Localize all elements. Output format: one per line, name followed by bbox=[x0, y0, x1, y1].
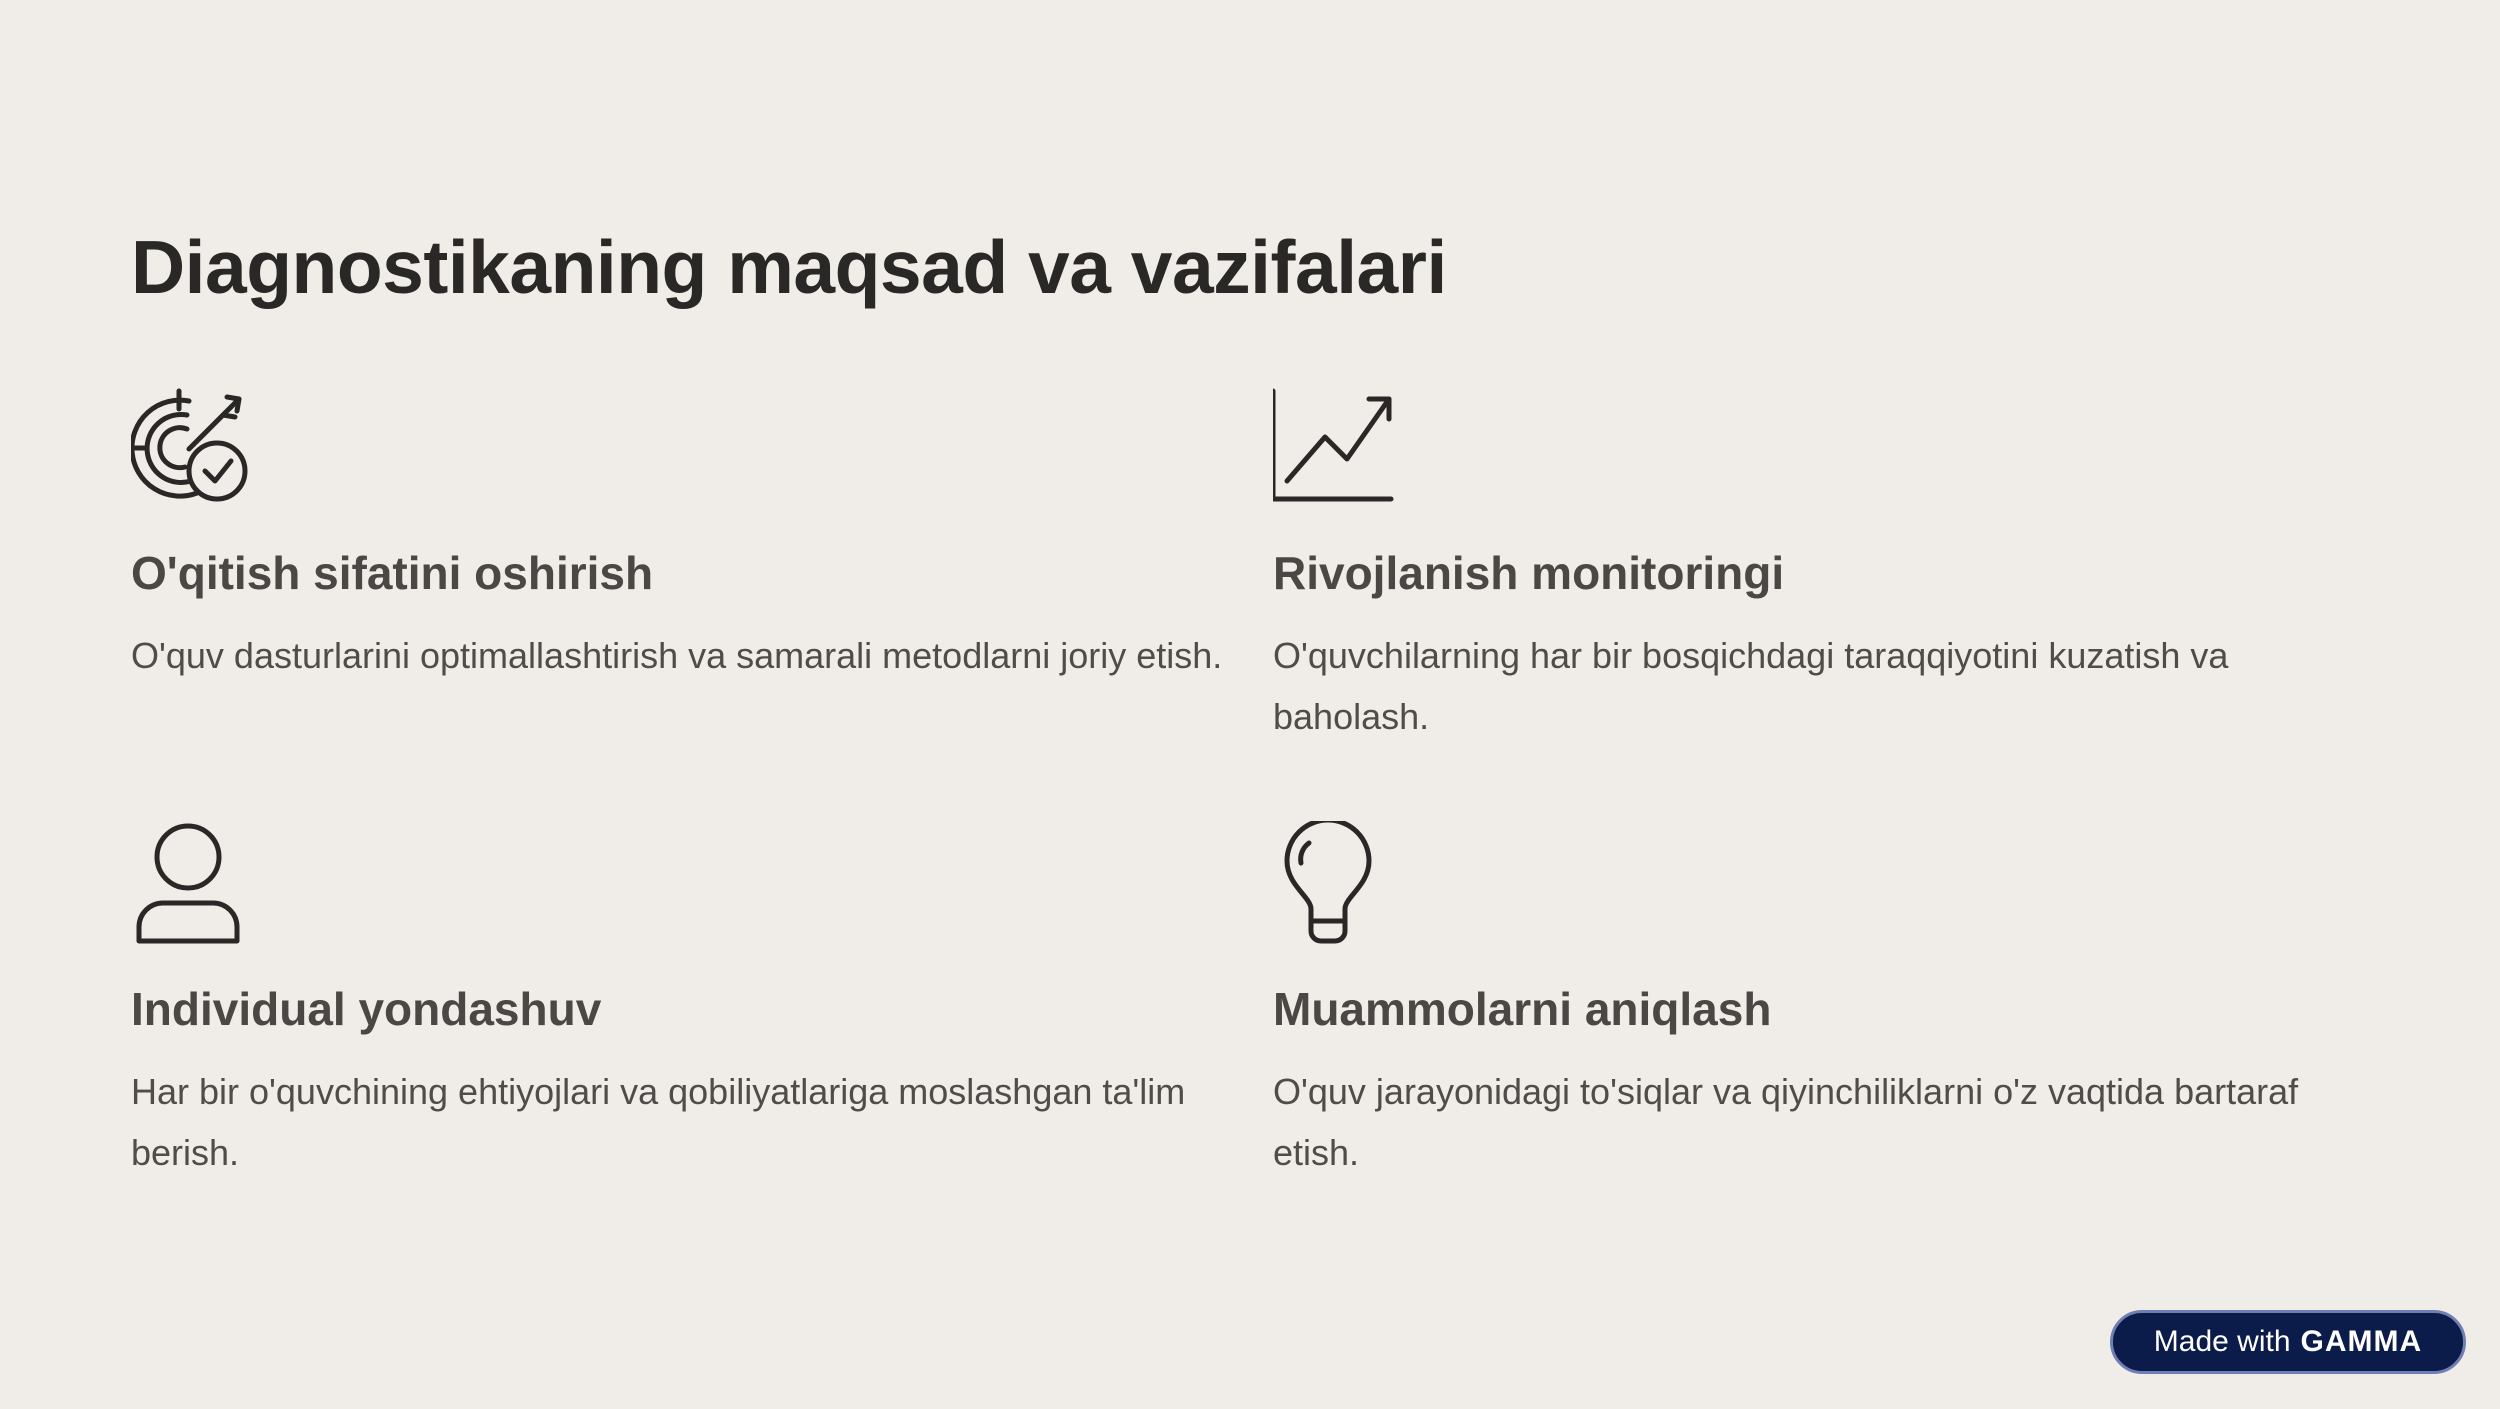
card-individual-approach bbox=[131, 821, 1241, 1173]
card-description: O'quv jarayonidagi to'siqlar va qiyinchiliklarni o'z vaqtida bartaraf etish. bbox=[1273, 1071, 2299, 1173]
card-title: Individual yondashuv bbox=[131, 983, 602, 1035]
card-description: O'quvchilarning har bir bosqichdagi taraqqiyotini kuzatish va baholash. bbox=[1273, 635, 2229, 737]
lightbulb-icon bbox=[1273, 821, 1403, 951]
card-teaching-quality bbox=[131, 385, 1241, 676]
gamma-logo: GAMMA bbox=[2300, 1325, 2423, 1358]
card-development-monitoring bbox=[1273, 385, 2383, 737]
target-check-icon bbox=[131, 385, 261, 515]
page-title: Diagnostikaning maqsad va vazifalari bbox=[131, 225, 1447, 309]
made-with-gamma-badge[interactable] bbox=[2110, 1310, 2466, 1374]
card-title: O'qitish sifatini oshirish bbox=[131, 547, 654, 599]
person-icon bbox=[131, 821, 261, 951]
badge-prefix: Made with bbox=[2153, 1325, 2291, 1358]
growth-chart-icon bbox=[1273, 385, 1403, 515]
card-title: Rivojlanish monitoringi bbox=[1273, 547, 1785, 599]
card-description: O'quv dasturlarini optimallashtirish va samarali metodlarni joriy etish. bbox=[131, 635, 1223, 676]
card-description: Har bir o'quvchining ehtiyojlari va qobiliyatlariga moslashgan ta'lim berish. bbox=[131, 1071, 1186, 1173]
card-title: Muammolarni aniqlash bbox=[1273, 983, 1772, 1035]
card-problem-identification bbox=[1273, 821, 2383, 1173]
